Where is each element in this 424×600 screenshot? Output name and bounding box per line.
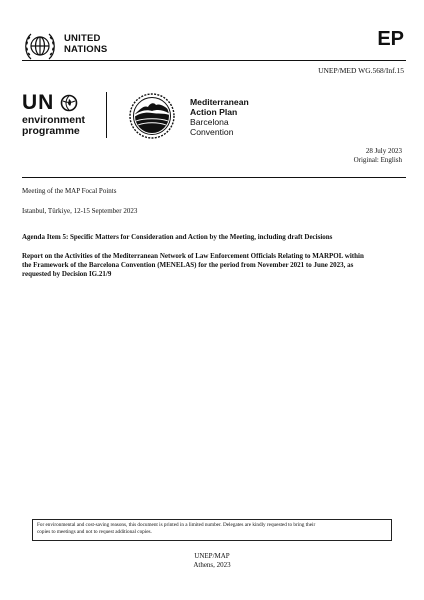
meta-rule — [22, 177, 406, 178]
report-title-line1: Report on the Activities of the Mediterranean Network of Law Enforcement Officials Relating to MARPOL within — [22, 252, 364, 260]
unep-logo-environment: environment — [22, 114, 86, 126]
map-logo-line1: Mediterranean — [190, 97, 249, 107]
report-title-line3: requested by Decision IG.21/9 — [22, 270, 112, 278]
map-logo-line2: Action Plan — [190, 107, 238, 117]
document-code: EP — [377, 28, 404, 50]
document-original-language: Original: English — [353, 156, 402, 164]
un-emblem-icon — [22, 28, 58, 64]
unep-logo-un: UN — [22, 91, 55, 114]
printing-notice-line2: copies to meetings and not to request additional copies. — [37, 529, 152, 536]
footer — [0, 552, 424, 570]
map-emblem-icon — [120, 93, 184, 139]
meeting-title: Meeting of the MAP Focal Points — [22, 187, 117, 195]
unep-globe-icon — [60, 94, 78, 112]
report-title — [22, 252, 412, 279]
unep-logo — [22, 92, 98, 140]
printing-notice-line1: For environmental and cost-saving reasons, this document is printed in a limited number. Delegates are kindly requested to bring their — [37, 522, 316, 528]
unep-logo-programme: programme — [22, 125, 80, 137]
footer-publisher: UNEP/MAP — [194, 552, 230, 560]
logo-divider — [106, 92, 107, 138]
map-logo-line3: Barcelona — [190, 117, 229, 127]
agenda-item: Agenda Item 5: Specific Matters for Consideration and Action by the Meeting, including draft Decisions — [22, 233, 333, 241]
un-org-line1: UNITED — [64, 33, 101, 44]
document-meta — [354, 147, 402, 165]
document-symbol: UNEP/MED WG.568/Inf.15 — [318, 66, 404, 75]
meeting-place-date: Istanbul, Türkiye, 12-15 September 2023 — [22, 207, 138, 215]
map-logo-line4: Convention — [190, 127, 234, 137]
printing-notice — [32, 519, 392, 541]
map-logo-text — [190, 97, 249, 137]
document-date: 28 July 2023 — [365, 147, 402, 155]
header-rule — [22, 60, 406, 61]
un-org-line2: NATIONS — [64, 44, 108, 55]
footer-place-year: Athens, 2023 — [193, 561, 231, 569]
un-org-name — [64, 33, 107, 55]
report-title-line2: the Framework of the Barcelona Convention (MENELAS) for the period from November 2021 to June 2023, as — [22, 261, 354, 269]
